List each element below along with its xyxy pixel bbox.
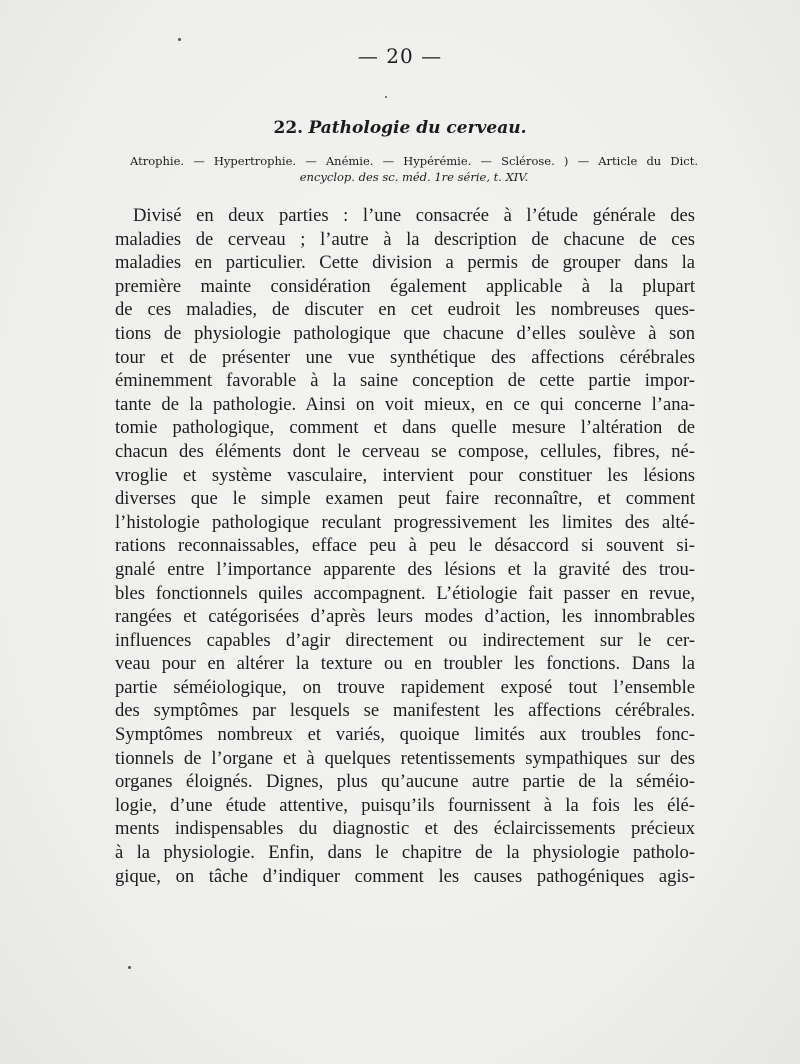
paper-speck [178, 38, 181, 41]
body-line: gnalé entre l’importance apparente des lésions et la gravité des trou- [115, 558, 695, 580]
section-number: 22. [273, 118, 304, 138]
body-line: tour et de présenter une vue synthétique des affections cérébrales [115, 346, 695, 368]
body-line: maladies en particulier. Cette division a permis de grouper dans la [115, 252, 695, 274]
body-line: logie, d’une étude attentive, puisqu’ils fournissent à la fois les élé- [115, 794, 695, 816]
page-number: — 20 — [357, 44, 443, 68]
body-line: ments indispensables du diagnostic et des éclaircissements précieux [115, 818, 695, 840]
body-line: tions de physiologie pathologique que chacune d’elles soulève à son [115, 322, 695, 344]
reference-line-2: encyclop. des sc. méd. 1re série, t. XIV. [299, 170, 529, 184]
body-line: partie séméiologique, on trouve rapidement exposé tout l’ensemble [115, 676, 695, 698]
body-line: Symptômes nombreux et variés, quoique limités aux troubles fonc- [115, 724, 695, 746]
body-line: tante de la pathologie. Ainsi on voit mieux, en ce qui concerne l’ana- [115, 393, 695, 415]
body-line: éminemment favorable à la saine conception de cette partie impor- [115, 370, 695, 392]
body-line: tomie pathologique, comment et dans quelle mesure l’altération de [115, 417, 695, 439]
body-line: maladies de cerveau ; l’autre à la description de chacune de ces [115, 228, 695, 250]
reference-line-1: Atrophie. — Hypertrophie. — Anémie. — Hypérémie. — Sclérose. ) — Article du Dict. [130, 154, 698, 168]
body-line: gique, on tâche d’indiquer comment les causes pathogéniques agis- [115, 865, 695, 887]
body-line: bles fonctionnels quiles accompagnent. L’étiologie fait passer en revue, [115, 582, 695, 604]
body-line: l’histologie pathologique reculant progressivement les limites des alté- [115, 511, 695, 533]
body-line: vroglie et système vasculaire, intervient pour constituer les lésions [115, 464, 695, 486]
body-line: rations reconnaissables, efface peu à peu le désaccord si souvent si- [115, 535, 695, 557]
body-line: des symptômes par lesquels se manifestent les affections cérébrales. [115, 700, 695, 722]
body-line: organes éloignés. Dignes, plus qu’aucune autre partie de la séméio- [115, 771, 695, 793]
body-line: chacun des éléments dont le cerveau se compose, cellules, fibres, né- [115, 440, 695, 462]
body-line: tionnels de l’organe et à quelques retentissements sympathiques sur des [115, 747, 695, 769]
body-line: veau pour en altérer la texture ou en troubler les fonctions. Dans la [115, 653, 695, 675]
body-line: de ces maladies, de discuter en cet eudroit les nombreuses ques- [115, 299, 695, 321]
body-line: rangées et catégorisées d’après leurs modes d’action, les innombrables [115, 606, 695, 628]
body-line: Divisé en deux parties : l’une consacrée à l’étude générale des [133, 205, 695, 226]
paper-speck [385, 96, 387, 98]
body-line: à la physiologie. Enfin, dans le chapitre de la physiologie patholo- [115, 842, 695, 864]
body-line: influences capables d’agir directement ou indirectement sur le cer- [115, 629, 695, 651]
paper-speck [128, 966, 131, 969]
body-line: première mainte considération également applicable à la plupart [115, 275, 695, 297]
section-heading [0, 118, 800, 138]
body-line: diverses que le simple examen peut faire reconnaître, et comment [115, 488, 695, 510]
body-paragraph [115, 204, 695, 888]
section-title: Pathologie du cerveau. [308, 118, 527, 138]
